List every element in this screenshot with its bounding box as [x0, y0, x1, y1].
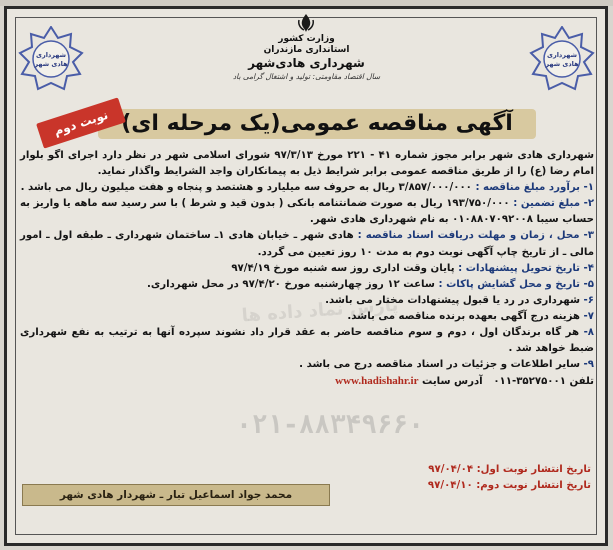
- item-label: ۷-: [583, 310, 594, 322]
- item-label: ۱- برآورد مبلغ مناقصه :: [475, 182, 594, 194]
- svg-text:هادی شهر: هادی شهر: [34, 60, 68, 68]
- ad-header: [150, 10, 463, 81]
- second-publication-date: تاریخ انتشار نوبت دوم: ۹۷/۰۴/۱۰: [427, 480, 591, 491]
- iran-emblem-icon: [295, 12, 317, 34]
- item-label: ۹-: [583, 359, 594, 371]
- svg-text:شهرداری: شهرداری: [36, 51, 66, 59]
- list-item: [20, 228, 594, 260]
- second-round-stamp: نوبت دوم: [36, 97, 126, 148]
- list-item: [20, 309, 594, 325]
- ministry-label: وزارت کشور: [278, 34, 335, 44]
- municipality-emblem-left: [18, 26, 84, 92]
- ad-body: [20, 148, 594, 390]
- year-slogan: سال اقتصاد مقاومتی: تولید و اشتغال گرامی باد: [232, 72, 381, 81]
- publisher-watermark: پارس نماد داده ها: [241, 294, 399, 327]
- site-label: آدرس سایت: [422, 376, 483, 388]
- item-label: ۳- محل ، زمان و مهلت دریافت اسناد مناقصه :: [357, 230, 594, 242]
- contact-line: [20, 373, 594, 390]
- item-text: سایر اطلاعات و جزئیات در اسناد مناقصه درج می باشد .: [299, 359, 580, 371]
- phone-label: تلفن: [569, 376, 594, 388]
- item-text: ساعت ۱۲ روز چهارشنبه مورخ ۹۷/۴/۲۰ در محل شهرداری.: [147, 278, 435, 290]
- item-text: پایان وقت اداری روز سه شنبه مورخ ۹۷/۴/۱۹: [231, 262, 455, 274]
- website-link[interactable]: www.hadishahr.ir: [335, 375, 419, 388]
- municipality-emblem-right: [529, 26, 595, 92]
- item-text: شهرداری در رد یا قبول پیشنهادات مختار می باشد.: [325, 294, 580, 306]
- item-text: هادی شهر ـ خیابان هادی ۱ـ ساختمان شهرداری ـ طبقه اول ـ امور مالی ـ از تاریخ چاپ آگهی نوبت دوم به مدت ۱۰ روز تعیین می گردد.: [20, 230, 594, 258]
- item-label: ۵- تاریخ و محل گشایش پاکات :: [438, 278, 594, 290]
- publication-dates: [351, 462, 591, 494]
- item-label: ۴- تاریخ تحویل پیشنهادات :: [458, 262, 594, 274]
- list-item: [20, 357, 594, 373]
- phone-number: ۳۵۲۷۵۰۰۱-۰۱۱: [493, 376, 566, 388]
- item-label: ۲- مبلغ تضمین :: [513, 198, 595, 210]
- item-text: هر گاه برندگان اول ، دوم و سوم مناقصه حاضر به عقد قرار داد نشوند سپرده آنها به ترتیب به نفع شهرداری ضبط خواهد شد .: [20, 327, 594, 355]
- item-label: ۸-: [583, 327, 595, 339]
- svg-text:شهرداری: شهرداری: [547, 51, 577, 59]
- list-item: [20, 196, 594, 228]
- province-label: استانداری مازندران: [263, 45, 350, 55]
- municipality-name: شهرداری هادی‌شهر: [248, 56, 365, 70]
- first-publication-date: تاریخ انتشار نوبت اول: ۹۷/۰۴/۰۴: [428, 464, 591, 475]
- list-item: [20, 293, 594, 309]
- item-text: هزینه درج آگهی بعهده برنده مناقصه می باشد.: [347, 310, 580, 322]
- intro-paragraph: شهرداری هادی شهر برابر مجوز شماره ۴۱ - ۲۲۱ مورخ ۹۷/۳/۱۳ شورای اسلامی شهر در نظر دارد اجرای اگو بلوار امام رضا (ع) را از طریق مناقصه عمومی برابر شرایط ذیل به پیمانکاران واجد الشرایط واگذار نماید.: [20, 150, 595, 178]
- phone-watermark: ۰۲۱-۸۸۳۴۹۶۶۰: [236, 410, 424, 440]
- list-item: [20, 180, 594, 196]
- svg-text:هادی شهر: هادی شهر: [545, 60, 579, 68]
- list-item: [20, 261, 594, 277]
- list-item: [20, 325, 594, 357]
- item-text: ۳/۸۵۷/۰۰۰/۰۰۰ ریال به حروف سه میلیارد و هشتصد و پنجاه و هفت میلیون ریال می باشد .: [20, 182, 472, 194]
- ad-title: آگهی مناقصه عمومی(یک مرحله ای): [121, 111, 513, 136]
- item-label: ۶-: [583, 294, 594, 306]
- item-text: ۱۹۳/۷۵۰/۰۰۰ ریال به صورت ضمانتنامه بانکی ( بدون قید و شرط ) با سر رسید سه ماهه یا واریز به حساب سیبا ۰۱۰۸۸۰۷۰۹۲۰۰۸ به نام شهرداری هادی شهر.: [20, 198, 594, 226]
- list-item: [20, 277, 594, 293]
- mayor-signature: محمد جواد اسماعیل تبار ـ شهردار هادی شهر: [22, 484, 330, 506]
